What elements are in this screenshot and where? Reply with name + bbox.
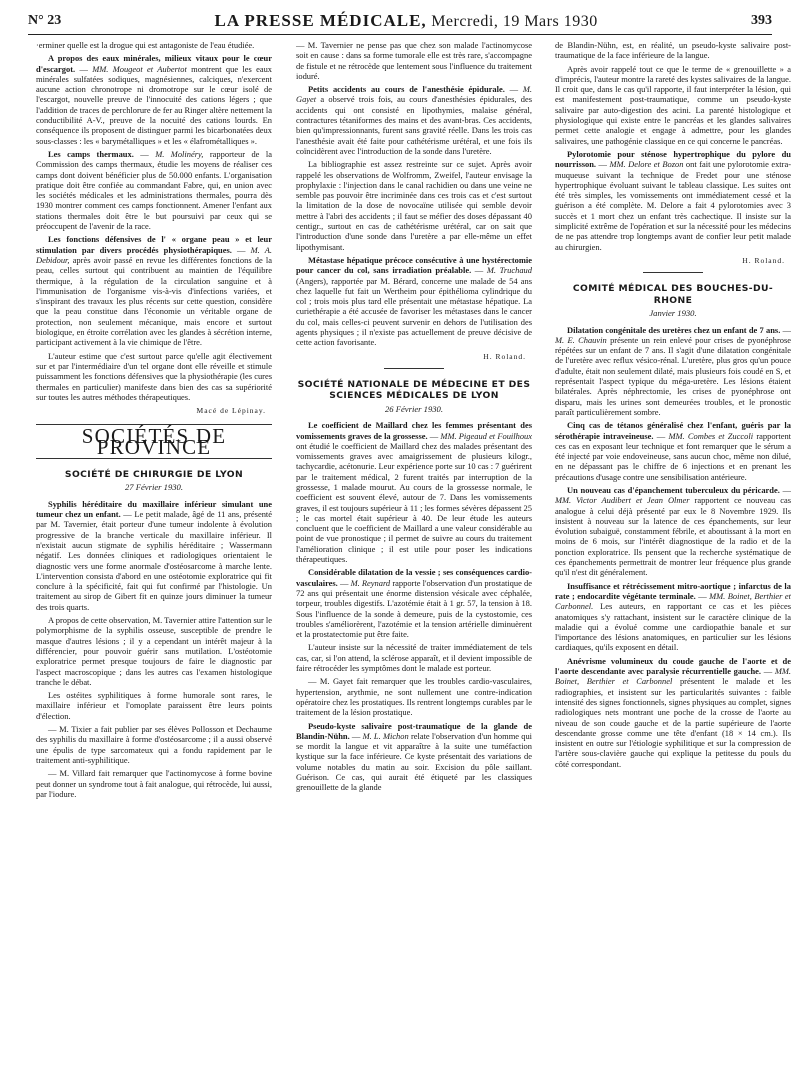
article-aortic-aneurysm: Anévrisme volumineux du coude gauche de l'aorte et de l'aorte descendante avec paralysie récurrentielle gauche. — MM. Boinet, Berthier et Carbonnel présentent le malade et les radiographies, et insistent sur les particularités suivantes : faible intensité des signes fonctionnels, signes physiques au complet, signes radiologiques nets montrant une poche de la crosse de l'aorte au niveau de son coude gauche et de la partie supérieure de l'aorte descendante grosse comme une tête d'enfant (18 × 14 cm.). Ils insistent en outre sur l'étiologie syphilitique et sur la compression de l'artère sous-clavière gauche qui explique la petitesse du pouls du côté correspondant. <box>555 655 791 769</box>
article-body: présentent le malade et les radiographies, et insistent sur les particularités suivantes : faible intensité des signes fonctionnels, signes physiques au complet, signes radiologiques nets montrant une poche de la crosse de l'aorte au niveau de son coude gauche et de la partie supérieure de l'aorte descendante grosse comme une tête d'enfant (18 × 14 cm.). Ils insistent en outre sur l'étiologie syphilitique et sur la compression de l'artère sous-clavière gauche qui explique la petitesse du pouls du côté correspondant. <box>555 676 791 769</box>
paragraph: — M. Villard fait remarquer que l'actinomycose à forme bovine peut donner un syndrome tout à fait analogue, qui rétrocède, lui aussi, par l'iodure. <box>36 768 272 799</box>
author-signature: H. Roland. <box>483 351 526 361</box>
article-body: rapportent ce nouveau cas analogue à celui déjà présenté par eux le 8 Novembre 1929. Ils insistent à nouveau sur la latence de ces épanchements, sur leur évolution subaiguë, constamment fébrile, et aboutissant à la mort en moins de 6 mois, sur l'intérêt diagnostique de la radio et de la ponction exploratrice. Ils pensent que la recherche systématique de ces épanchements permettrait de montrer leur fréquence plus grande qu'il n'est dit généralement. <box>555 495 791 578</box>
article-body: (Angers), rapportée par M. Bérard, concerne une malade de 54 ans chez laquelle fut fait un Wertheim pour épithélioma cylindrique du col ; trois mois plus tard elle présentait une métastase hépatique. La curiethérapie a été accusée de favoriser les métastases dans le cancer du col, mais celles-ci peuvent survenir en dehors de l'utilisation des agents physiques ; il n'existe pas actuellement de preuve décisive de cette action favorisante. <box>296 275 532 348</box>
article-tetanus: Cinq cas de tétanos généralisé chez l'enfant, guéris par la sérothérapie intraveineuse. — MM. Combes et Zuccoli rapportent ces cas en exposant leur technique et font remarquer que le sérum a été injecté par voie endoveineuse, sans aucun choc, même non dilué, en ne dépassant pas le chiffre de 6 injections et en prenant les précautions d'usage contre une sensibilisation antérieure. <box>555 420 791 482</box>
article-author: M. Gayet <box>296 84 532 105</box>
session-date: 26 Février 1930. <box>385 403 443 414</box>
article-thermal-camps: Les camps thermaux. — M. Molinéry, rapporteur de la Commission des camps thermaux, étudie les moyens de réaliser ces camps dont doivent bénéficier plus de 50.000 enfants. L'organisation pratique doit être confiée au commandant Fabre, qui, en union avec les sociétés médicales et les administrations thermales, pourra dès 1930 montrer comment ces camps fonctionnent. Amener l'enfant aux stations thermales doit être le but poursuivi par ceux qui se préoccupent de l'avenir de la race. <box>36 148 272 232</box>
article-salivary-cyst: Pseudo-kyste salivaire post-traumatique de la glande de Blandin-Nühn. — M. L. Michon relate l'observation d'un homme qui se mordit la langue et vit apparaître à la suite une tuméfaction kystique sur la face inférieure. Ce kyste présentait des variations de volume notables du matin au soir. Excision du pôle saillant. Guérison. Ce cas, qui aurait été étiqueté par les classiques grenouillette de la glande <box>296 720 532 793</box>
article-syphilis-jaw <box>36 499 272 612</box>
article-body: après avoir passé en revue les différentes fonctions de la peau, celles surtout qui contribuent au maintien de l'équilibre thermique, à la régulation de la circulation sanguine et à l'immunisation de l'organisme vis-à-vis d'infections variées, et s'inspirant des travaux les plus récents sur cette question, considère que la peau constitue dans l'économie un véritable organe de protection, non seulement mécanique, mais encore et surtout biologique, en étroite corrélation avec les glandes à sécrétion interne, participant activement à la vie chimique de l'être. <box>36 254 272 348</box>
article-bladder-dilatation: Considérable dilatation de la vessie ; ses conséquences cardio-vasculaires. — M. Reynard rapporte l'observation d'un prostatique de 72 ans qui présentait une énorme distension vésicale avec céphalée, torpeur, troubles digestifs. L'azotémie était à 1 gr. 57, la tension à 18. Sous l'influence de la sonde à demeure, puis de la cystostomie, ces troubles s'améliorèrent, l'azotémie et la tension artérielle diminuèrent et la prostatectomie put être faite. <box>296 567 532 640</box>
article-ureter-dilatation: Dilatation congénitale des uretères chez un enfant de 7 ans. — M. E. Chauvin présente un rein enlevé pour crises de pyonéphrose répétées sur un enfant de 7 ans. Il s'agit d'une dilatation congénitale de l'uretère avec reflux vésico-rénal. L'uretère, plus gros qu'un pouce d'adulte, était non seulement dilaté, mais plusieurs fois coudé en S, et représentait l'aspect typique du méga-uretère. Les lésions étaient bilatérales. Après néphrectomie, les crises de pyonéphrose ont disparu, mais les urines sont demeurées troubles, et le pronostic paraît particulièrement sombre. <box>555 324 791 417</box>
article-antagonist-waters: A propos des eaux minérales, milieux vitaux pour le cœur d'escargot. — MM. Mougeot et Aubertot montrent que les eaux minérales sulfatées sodiques, magnésiennes, calciques, n'exercent aucune action chronotrope ni dromotrope sur le cœur isolé de l'escargot, nouvelle preuve de l'innocuité des cations légers ; que l'addition de traces de perchlorure de fer au Ringer altère nettement la conductibilité A-V., preuve de la nocuité des cations lourds. En conséquence ils proposent de distinguer parmi les bicarbonatées deux sous-classes : les « barymétalliques » et les « élafrométalliques ». <box>36 53 272 146</box>
article-body: relate l'observation d'un homme qui se mordit la langue et vit apparaître à la suite une tuméfaction kystique sur la face inférieure. Ce kyste présentait des variations de volume notables du matin au soir. Excision du pôle saillant. Guérison. Ce cas, qui aurait été étiqueté par les classiques grenouillette de la glande <box>296 730 532 793</box>
paragraph: — M. Tixier a fait publier par ses élèves Pollosson et Dechaume des syphilis du maxillaire à forme d'ostéosarcome ; il a aussi observé une épulis de type sarcomateux qui a fondu rapidement par le traitement anti-syphilitique. <box>36 724 272 765</box>
article-title: Considérable dilatation de la vessie ; ses conséquences cardio-vasculaires. <box>296 567 532 588</box>
paragraph: A propos de cette observation, M. Tavernier attire l'attention sur le polymorphisme de la syphilis osseuse, susceptible de prendre le masque d'autres lésions ; il y a cependant un intérêt majeur à la différencier, pour pouvoir guérir sans mutilation. L'ostéotomie exploratrice permet presque toujours de faire le diagnostic par l'aspect macroscopique ; dans les autres cas l'examen histologique tranche le débat. <box>36 615 272 687</box>
article-body: présente un rein enlevé pour crises de pyonéphrose répétées sur un enfant de 7 ans. Il s'agit d'une dilatation congénitale de l'uretère avec reflux vésico-rénal. L'uretère, plus gros qu'un pouce d'adulte, était non seulement dilaté, mais plusieurs fois coudé en S, et représentait l'aspect typique du méga-uretère. Les lésions étaient bilatérales. Après néphrectomie, les crises de pyonéphrose ont disparu, mais les urines sont demeurées troubles, et le pronostic paraît particulièrement sombre. <box>555 334 791 417</box>
article-title: Les fonctions défensives de l' « organe peau » et leur stimulation par divers procédés physiothérapiques. <box>36 234 272 255</box>
article-title: Dilatation congénitale des uretères chez un enfant de 7 ans. <box>567 324 781 335</box>
column-left <box>36 40 272 1074</box>
article-title: A propos des eaux minérales, milieux vitaux pour le cœur d'escargot. <box>36 53 272 74</box>
article-title: Le coefficient de Maillard chez les femmes présentant des vomissements graves de la grossesse. <box>296 420 532 441</box>
author-signature: H. Roland. <box>742 255 785 265</box>
divider <box>384 368 444 369</box>
article-body: — Le petit malade, âgé de 11 ans, présenté par M. Tavernier, était porteur d'une tumeur indolente à évolution progressive de la branche verticale du maxillaire inférieur. Il n'existait aucun stigmate de syphilis héréditaire ; Wassermann négatif. Les données cliniques et radiologiques orientaient le diagnostic vers une forme anormale d'ostéosarcome à marche lente. L'intervention consista d'abord en une ostéotomie exploratrice qui fit conclure à la spécificité, fait qui fut confirmé par l'histologie. Un traitement au sirop de Gibert fit en quinze jours diminuer la tumeur des trois quarts. <box>36 509 272 612</box>
article-author: M. Truchaud <box>486 265 532 276</box>
article-hepatic-metastasis: Métastase hépatique précoce consécutive à une hystérectomie pour cancer du col, sans irradiation préalable. — M. Truchaud (Angers), rapportée par M. Bérard, concerne une malade de 54 ans chez laquelle fut fait un Wertheim pour épithélioma cylindrique du col ; trois mois plus tard elle présentait une métastase hépatique. La curiethérapie a été accusée de favoriser les métastases dans le cancer du col, mais celles-ci peuvent survenir en dehors de l'utilisation des agents physiques ; il n'existe pas actuellement de preuve décisive de cette action favorisante. <box>296 254 532 348</box>
author-signature: Macé de Lépinay. <box>196 406 266 416</box>
paragraph: L'auteur insiste sur la nécessité de traiter immédiatement de tels cas, car, si l'on attend, la sclérose apparaît, et il devient impossible de faire rétrocéder les symptômes dont le malade est porteur. <box>296 642 532 674</box>
column-middle <box>296 40 532 1074</box>
article-maillard-coefficient: Le coefficient de Maillard chez les femmes présentant des vomissements graves de la grossesse. — MM. Pigeaud et Fouilhoux ont étudié le coefficient de Maillard chez des malades présentant des vomissements graves avec amaigrissement de plusieurs kilogr., tachycardie, acétonurie. Leur expérience porte sur 10 cas : 7 guérirent par le traitement médical, 2 furent traités par interruption de la grossesse, 1 malade mourut. Au cours de la grossesse normale, le coefficient est souvent élevé, autour de 7. Dans les vomissements graves, il est toujours supérieur à 11 ; les formes sévères dépassent 25 ; le cas mortel était supérieur à 40. De leur étude les auteurs concluent que le coefficient de Maillard a une valeur considérable au point de vue pronostique ; il permet de suivre au cours du traitement l'amélioration clinique ; il est utile pour poser les indications thérapeutiques. <box>296 420 532 565</box>
article-mitro-aortic: Insuffisance et rétrécissement mitro-aortique ; infarctus de la rate ; endocardite végétante terminale. — MM. Boinet, Berthier et Carbonnel. Les auteurs, en rapportant ce cas et les pièces anatomiques s'y rattachant, insistent sur le caractère clinique de la maladie qui a évolué comme une cardiopathie banale et sur l'importance des lésions anatomiques, en particulier sur les lésions cardiaques, qu'ils exposent en détail. <box>555 580 791 653</box>
paragraph: Après avoir rappelé tout ce que le terme de « grenouillette » a d'imprécis, l'auteur montre la rareté des kystes salivaires de la langue. Il croit que, dans le cas qu'il rapporte, il faut interpréter la lésion, qui est manifestement post-traumatique, comme un pseudo-kyste salivaire par auto-digestion des acini. La parenté histologique et physiologique qui existe entre le pancréas et les glandes salivaires permet cette analogie et engage à admettre, pour les glandes salivaires, une pathogénie classique en ce qui concerne le pancréas. <box>555 63 791 146</box>
article-title: Insuffisance et rétrécissement mitro-aortique ; infarctus de la rate ; endocardite végétante terminale. <box>555 580 791 601</box>
society-heading: SOCIÉTÉ DE CHIRURGIE DE LYON <box>64 468 244 480</box>
article-author: M. Reynard <box>350 577 391 588</box>
article-title: Syphilis héréditaire du maxillaire inférieur simulant une tumeur chez un enfant. <box>36 498 272 520</box>
journal-title: LA PRESSE MÉDICALE, <box>214 11 427 30</box>
article-author: MM. Victor Audibert et Jean Olmer <box>555 495 690 506</box>
article-author: MM. Boinet, Berthier et Carbonnel. <box>555 590 791 612</box>
page-number: 393 <box>750 13 772 28</box>
journal-masthead <box>215 11 598 31</box>
paragraph: de Blandin-Nühn, est, en réalité, un pseudo-kyste salivaire post-traumatique de la face inférieure de la langue. <box>555 40 791 61</box>
paragraph: La bibliographie est assez restreinte sur ce sujet. Après avoir rappelé les observations de Wolfromm, Zweifel, l'auteur envisage la prophylaxie : l'injection dans le canal rachidien ou dans une veine ne semble pas pouvoir être incriminée dans ces trois cas et c'est surtout la limitation de la dose de novocaïne utilisée qui semble devoir mettre à l'abri des accidents ; il faut se méfier des doses dépassant 40 centigr., surtout en cas de cathétérisme urétéral, car on sait que l'introduction d'une sonde dans l'uretère a par elle-même un effet lipothymisant. <box>296 159 532 252</box>
article-author: M. E. Chauvin <box>555 334 607 345</box>
divider <box>643 272 703 273</box>
society-heading: COMITÉ MÉDICAL DES BOUCHES-DU-RHONE <box>572 283 774 306</box>
article-body: Les auteurs, en rapportant ce cas et les pièces anatomiques s'y rattachant, insistent sur le caractère clinique de la maladie qui a évolué comme une cardiopathie banale et sur l'importance des lésions anatomiques, en particulier sur les lésions cardiaques, qu'ils exposent en détail. <box>555 601 791 653</box>
session-date: 27 Février 1930. <box>125 482 183 493</box>
article-title: Pylorotomie pour sténose hypertrophique du pylore du nourrisson. <box>555 148 791 170</box>
article-author: MM. Combes et Zuccoli <box>668 430 754 441</box>
article-title: Cinq cas de tétanos généralisé chez l'enfant, guéris par la sérothérapie intraveineuse. <box>555 420 791 441</box>
paragraph: — M. Gayet fait remarquer que les troubles cardio-vasculaires, hypertension, arythmie, ne sont nullement une contre-indication opératoire chez les prostatiques. Ils rentrent longtemps curables par le traitement de la lésion prostatique. <box>296 676 532 718</box>
article-title: Les camps thermaux. <box>48 148 134 159</box>
paragraph: — M. Tavernier ne pense pas que chez son malade l'actinomycose soit en cause : dans sa forme tumorale elle est très rare, s'accompagne de fistule et ne rétrocède que lentement sous l'influence du traitement ioduré. <box>296 40 532 81</box>
paragraph: ·erminer quelle est la drogue qui est antagoniste de l'eau étudiée. <box>36 40 255 50</box>
article-pericardial-effusion: Un nouveau cas d'épanchement tuberculeux du péricarde. — MM. Victor Audibert et Jean Olmer rapportent ce nouveau cas analogue à celui déjà présenté par eux le 8 Novembre 1929. Ils insistent à nouveau sur la latence de ces épanchements, sur leur évolution subaiguë, constamment fébrile, et aboutissant à la mort en moins de 6 mois, sur l'intérêt diagnostique de la radio et de la ponction exploratrice. Ils pensent que la recherche systématique de ces épanchements permettrait de montrer leur fréquence plus grande qu'il n'est dit généralement. <box>555 484 791 578</box>
article-author: M. Molinéry, <box>155 148 204 159</box>
page-header <box>28 8 772 35</box>
paragraph: Les ostéites syphilitiques à forme humorale sont rares, le maxillaire inférieur et l'omoplate paraissent être leurs points d'élection. <box>36 690 272 721</box>
article-skin-organ: Les fonctions défensives de l' « organe peau » et leur stimulation par divers procédés physiothérapiques. — M. A. Debidour, après avoir passé en revue les différentes fonctions de la peau, celles surtout qui contribuent au maintien de l'équilibre thermique, à la régulation de la circulation sanguine et à l'immunisation de l'organisme vis-à-vis d'infections variées, et s'inspirant des travaux les plus récents sur cette question, considère que la peau constitue dans l'économie un véritable organe de protection, non seulement mécanique, mais encore et surtout biologique, en étroite corrélation avec les glandes à sécrétion interne, participant activement à la vie chimique de l'être. <box>36 234 272 348</box>
article-body: ont fait une pylorotomie extra-muqueuse suivant la technique de Fredet pour une sténose hypertrophique évoluant suivant le tableau classique. Les suites ont été très simples, les vomissements ont immédiatement cessé et la guérison a été complète. M. Delore a fait 4 pylorotomies avec 3 succès et 1 mort chez un enfant très cachectique. Il insiste sur la simplicité extrême de l'opération et sur la nécessité pour les médecins de ne pas attendre trop longtemps avant de confier leur petit malade au chirurgien. <box>555 159 791 252</box>
article-author: MM. Boinet, Berthier et Carbonnel <box>555 666 791 687</box>
section-title: SOCIÉTÉS DE PROVINCE <box>36 424 272 459</box>
article-body: rapportent ces cas en exposant leur technique et font remarquer que le sérum a été injecté par voie endoveineuse, sans aucun choc, même non dilué, en ne dépassant pas le chiffre de 6 injections et en prenant les précautions d'usage contre une sensibilisation antérieure. <box>555 430 791 482</box>
article-body: rapporteur de la Commission des camps thermaux, étudie les moyens de réaliser ces camps dont doivent bénéficier plus de 50.000 enfants. L'organisation pratique doit être confiée au commandant Fabre, qui, en union avec les sociétés médicales et les administrations thermales, pourra dès 1930 montrer comment ces camps fonctionnent. Amener l'enfant aux stations thermales doit être le but poursuivi par ceux qui se préoccupent de l'avenir de la race. <box>36 148 272 232</box>
article-author: MM. Pigeaud et Fouilhoux <box>440 430 532 441</box>
society-heading: SOCIÉTÉ NATIONALE DE MÉDECINE ET DES SCIENCES MÉDICALES DE LYON <box>297 378 531 402</box>
session-date: Janvier 1930. <box>649 308 697 319</box>
article-title: Anévrisme volumineux du coude gauche de l'aorte et de l'aorte descendante avec paralysie récurrentielle gauche. <box>555 655 791 677</box>
article-body: montrent que les eaux minérales sulfatées sodiques, magnésiennes, calciques, n'exercent aucune action chronotrope ni dromotrope sur le cœur isolé de l'escargot, nouvelle preuve de l'innocuité des cations légers ; que l'addition de traces de perchlorure de fer au Ringer altère nettement la conductibilité A-V., preuve de la nocuité des cations lourds. En conséquence ils proposent de distinguer parmi les bicarbonatées deux sous-classes : les « barymétalliques » et les « élafrométalliques ». <box>36 63 272 146</box>
article-pylorotomy: Pylorotomie pour sténose hypertrophique du pylore du nourrisson. — MM. Delore et Bozon ont fait une pylorotomie extra-muqueuse suivant la technique de Fredet pour une sténose hypertrophique évoluant suivant le tableau classique. Les suites ont été très simples, les vomissements ont immédiatement cessé et la guérison a été complète. M. Delore a fait 4 pylorotomies avec 3 succès et 1 mort chez un enfant très cachectique. Il insiste sur la simplicité extrême de l'opération et sur la nécessité pour les médecins de ne pas attendre trop longtemps avant de confier leur petit malade au chirurgien. <box>555 148 791 252</box>
article-title: Petits accidents au cours de l'anesthésie épidurale. <box>308 84 505 95</box>
article-author: M. L. Michon <box>362 730 409 741</box>
article-author: M. A. Debidour, <box>36 244 272 265</box>
column-right <box>555 40 791 1074</box>
article-body: rapporte l'observation d'un prostatique de 72 ans qui présentait une énorme distension vésicale avec céphalée, torpeur, troubles digestifs. L'azotémie était à 1 gr. 57, la tension à 18. Sous l'influence de la sonde à demeure, puis de la cystostomie, ces troubles s'améliorèrent, l'azotémie et la tension artérielle diminuèrent et la prostatectomie put être faite. <box>296 577 532 640</box>
article-epidural-accidents: Petits accidents au cours de l'anesthésie épidurale. — M. Gayet a observé trois fois, au cours d'anesthésies épidurales, des accidents qui ont consisté en lipothymies, malaise général, contractures tétaniformes des mains et des avant-bras. Ces accidents, bien qu'impressionnants, furent sans gravité réelle. Dans les trois cas l'anesthésie avait été faite pour cathétérisme urétéral, et une fois ils coïncidèrent avec l'introduction de la sonde dans l'uretère. <box>296 84 532 156</box>
article-body: ont étudié le coefficient de Maillard chez des malades présentant des vomissements graves avec amaigrissement de plusieurs kilogr., tachycardie, acétonurie. Leur expérience porte sur 10 cas : 7 guérirent par le traitement médical, 2 furent traités par interruption de la grossesse, 1 malade mourut. Au cours de la grossesse normale, le coefficient est souvent élevé, autour de 7. Dans les vomissements graves, il est toujours supérieur à 11 ; les formes sévères dépassent 25 ; le cas mortel était supérieur à 40. De leur étude les auteurs concluent que le coefficient de Maillard a une valeur considérable au point de vue pronostique ; il permet de suivre au cours du traitement l'amélioration clinique ; il est utile pour poser les indications thérapeutiques. <box>296 440 532 565</box>
issue-number: N° 23 <box>28 13 62 28</box>
article-title: Métastase hépatique précoce consécutive à une hystérectomie pour cancer du col, sans irradiation préalable. <box>296 254 532 276</box>
article-body: a observé trois fois, au cours d'anesthésies épidurales, des accidents qui ont consisté en lipothymies, malaise général, contractures tétaniformes des mains et des avant-bras. Ces accidents, bien qu'impressionnants, furent sans gravité réelle. Dans les trois cas l'anesthésie avait été faite pour cathétérisme urétéral, et une fois ils coïncidèrent avec l'introduction de la sonde dans l'uretère. <box>296 94 532 156</box>
article-author: MM. Delore et Bozon <box>609 159 684 170</box>
article-author: MM. Mougeot et Aubertot <box>92 63 187 74</box>
article-title: Un nouveau cas d'épanchement tuberculeux du péricarde. <box>567 484 780 495</box>
issue-date: Mercredi, 19 Mars 1930 <box>431 13 598 30</box>
paragraph: L'auteur estime que c'est surtout parce qu'elle agit électivement sur et par l'intermédiaire d'un tel organe dont elle réveille et stimule puissamment les fonctions défensives que la physiothérapie (les cures thermales en particulier) manifeste dans bien des cas sa supériorité sur toutes les autres méthodes thérapeutiques. <box>36 350 272 402</box>
article-title: Pseudo-kyste salivaire post-traumatique de la glande de Blandin-Nühn. <box>296 720 532 741</box>
